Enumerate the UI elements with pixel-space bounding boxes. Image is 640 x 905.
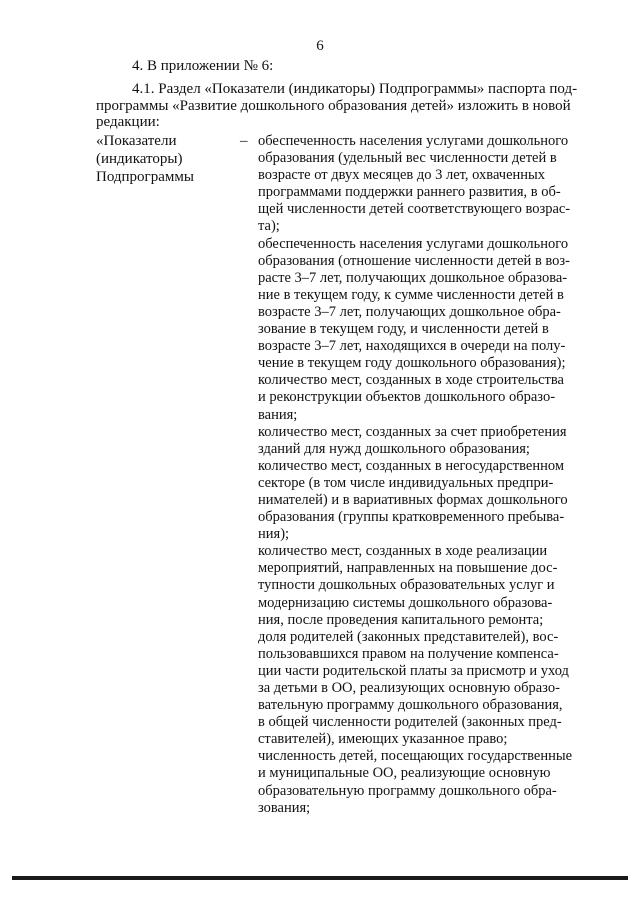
content-line: ния);	[258, 526, 290, 543]
content-line: зования;	[258, 799, 311, 816]
content-line: зданий для нужд дошкольного образования;	[258, 440, 530, 457]
content-line: и реконструкции объектов дошкольного образо-	[258, 389, 556, 406]
content-line: нимателей) и в вариативных формах дошкольного	[258, 491, 568, 508]
content-line: секторе (в том числе индивидуальных предпри-	[258, 474, 554, 491]
content-line: вания;	[258, 406, 298, 423]
content-line: чение в текущем году дошкольного образования);	[258, 355, 566, 372]
content-line: зование в текущем году, и численности детей в	[258, 321, 549, 338]
content-line: обеспеченность населения услугами дошкольного	[258, 235, 569, 252]
content-line: и муниципальные ОО, реализующие основную	[258, 765, 551, 782]
paragraph-line: программы «Развитие дошкольного образования детей» изложить в новой	[96, 97, 571, 114]
label-line: Подпрограммы	[96, 169, 194, 185]
content-line: возрасте 3–7 лет, находящихся в очереди на полу-	[258, 338, 566, 355]
amendment-paragraph	[96, 81, 576, 131]
content-line: модернизацию системы дошкольного образова-	[258, 594, 553, 611]
label-line: «Показатели	[96, 133, 177, 149]
content-line: возрасте 3–7 лет, получающих дошкольное обра-	[258, 303, 561, 320]
content-line: образовательную программу дошкольного обра-	[258, 782, 557, 799]
content-line: ставителей), имеющих указанное право;	[258, 731, 508, 748]
section-heading: 4. В приложении № 6:	[132, 58, 274, 74]
content-line: численность детей, посещающих государственные	[258, 748, 573, 765]
content-line: та);	[258, 218, 280, 235]
content-line: щей численности детей соответствующего возрас-	[258, 201, 571, 218]
content-line: ние в текущем году, к сумме численности детей в	[258, 286, 564, 303]
paragraph-line: 4.1. Раздел «Показатели (индикаторы) Подпрограммы» паспорта под-	[132, 81, 578, 97]
content-line: возрасте от двух месяцев до 3 лет, охваченных	[258, 167, 546, 184]
content-line: пользовавшихся правом на получение компенса-	[258, 645, 559, 662]
content-line: ния, после проведения капитального ремонта;	[258, 611, 544, 628]
content-line: в общей численности родителей (законных пред-	[258, 714, 562, 731]
content-line: за детьми в ОО, реализующих основную образо-	[258, 680, 560, 696]
content-line: расте 3–7 лет, получающих дошкольное образова-	[258, 269, 568, 286]
content-line: образования (удельный вес численности детей в	[258, 150, 557, 167]
page-number: 6	[316, 38, 324, 54]
paragraph-line: редакции:	[96, 114, 160, 130]
indicators-list	[258, 133, 578, 817]
content-line: программами поддержки раннего развития, в об-	[258, 184, 561, 201]
separator-dash: –	[240, 133, 248, 149]
content-line: образования (группы кратковременного пребыва-	[258, 509, 565, 526]
content-line: количество мест, созданных в негосударственном	[258, 457, 565, 474]
content-line: тупности дошкольных образовательных услуг и	[258, 577, 555, 594]
content-line: количество мест, созданных в ходе реализации	[258, 543, 548, 560]
label-line: (индикаторы)	[96, 151, 183, 167]
content-line: образования (отношение численности детей в воз-	[258, 252, 570, 269]
content-line: ции части родительской платы за присмотр и уход	[258, 662, 569, 679]
content-line: количество мест, созданных за счет приобретения	[258, 423, 567, 440]
content-line: мероприятий, направленных на повышение дос-	[258, 560, 558, 577]
content-line: количество мест, созданных в ходе строительства	[258, 372, 564, 389]
content-line: вательную программу дошкольного образования,	[258, 697, 563, 714]
indicators-label	[96, 132, 216, 186]
bottom-scan-rule	[12, 876, 628, 880]
content-line: доля родителей (законных представителей), вос-	[258, 628, 559, 645]
content-line: обеспеченность населения услугами дошкольного	[258, 133, 569, 149]
